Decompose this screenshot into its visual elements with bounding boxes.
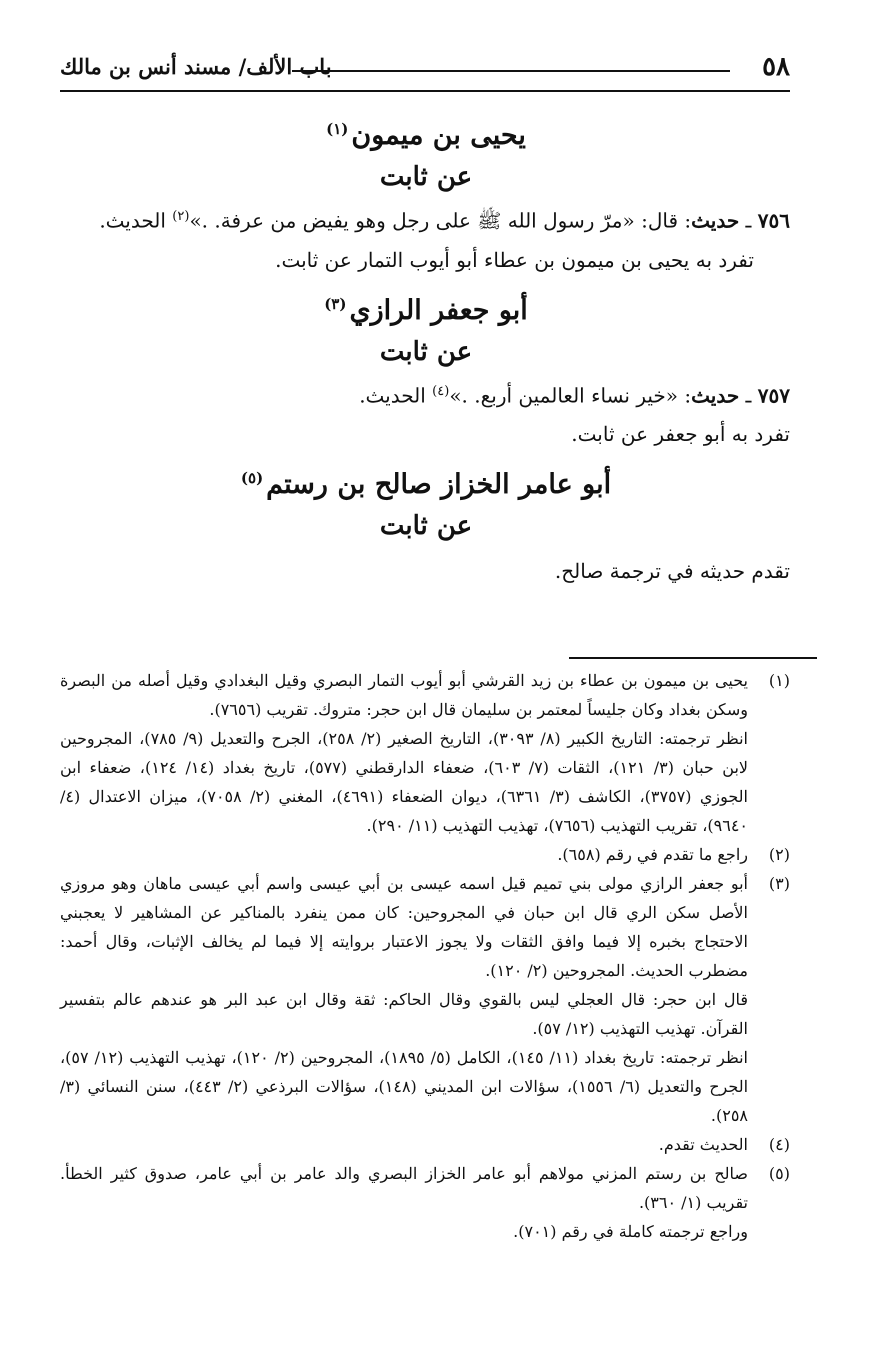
footnote-paragraph: أبو جعفر الرازي مولى بني تميم قيل اسمه عيسى بن أبي عيسى واسم أبي عيسى ماهان وهو مروزي الأصل سكن الري قال ابن حبان في المجروحين: كان ممن ينفرد بالمناكير عن المشاهير لا يعجبني الاحتجاج بخبره إلا فيما وافق الثقات ولا يجوز الاعتبار بروايته إلا فيما لم يخالف الإثبات، وقال أحمد: مضطرب الحديث. المجروحين (٢/ ١٢٠).: [60, 874, 749, 980]
footnote: [60, 666, 790, 840]
footnote: [60, 1159, 790, 1246]
footnote-mark: (٥): [768, 1164, 790, 1183]
header-dash-line: [292, 70, 730, 72]
narrator-from: عن ثابت: [379, 511, 473, 542]
footnote-ref: (٤): [432, 383, 450, 399]
hadith-number: ٧٥٧: [757, 383, 790, 408]
footnote-paragraph: وراجع ترجمته كاملة في رقم (٧٠١).: [513, 1222, 748, 1241]
footnote-mark: (٤): [768, 1135, 790, 1154]
footnote-ref: (٥): [240, 469, 264, 488]
hadith-tail: الحديث.: [359, 383, 433, 408]
narrator-heading: [62, 283, 790, 332]
hadith-number: ٧٥٦: [757, 208, 790, 233]
footnote-body: [60, 869, 748, 1130]
hadith-keyword: حديث: [691, 208, 740, 233]
footnote-paragraph: الحديث تقدم.: [658, 1135, 748, 1154]
running-title: باب الألف/ مسند أنس بن مالك: [60, 54, 332, 79]
running-header: [60, 52, 790, 86]
footnote-mark: (٣): [768, 874, 790, 893]
narrator-name: أبو عامر الخزاز صالح بن رستم: [266, 469, 612, 501]
main-text: [62, 108, 790, 590]
hadith-text: : قال: «مرّ رسول الله ﷺ على رجل وهو يفيض من عرفة. .»: [189, 208, 692, 233]
footnote-mark: (١): [768, 671, 790, 690]
footnote-body: [60, 666, 748, 840]
footnote: [60, 869, 790, 1130]
footnote-body: [60, 840, 748, 869]
hadith-text: : «خير نساء العالمين أربع. .»: [449, 383, 692, 408]
footnote-ref: (٣): [324, 294, 347, 313]
footnote-paragraph: انظر ترجمته: التاريخ الكبير (٨/ ٣٠٩٣)، التاريخ الصغير (٢/ ٢٥٨)، الجرح والتعديل (٩/ ٧٨٥)، المجروحين لابن حبان (٣/ ١٢١)، الثقات (٧/ ٦٠٣)، ضعفاء الدارقطني (٥٧٧)، تاريخ بغداد (١٤/ ١٢٤)، ضعفاء ابن الجوزي (٣٧٥٧)، الكاشف (٣/ ٦٣٦١)، ديوان الضعفاء (٤٦٩١)، المغني (٢/ ٧٠٥٨)، ميزان الاعتدال (٤/ ٩٦٤٠)، تقريب التهذيب (٧٦٥٦)، تهذيب التهذيب (١١/ ٢٩٠).: [60, 729, 749, 835]
footnote-paragraph: انظر ترجمته: تاريخ بغداد (١١/ ١٤٥)، الكامل (٥/ ١٨٩٥)، المجروحين (٢/ ١٢٠)، تهذيب التهذيب (١٢/ ٥٧)، الجرح والتعديل (٦/ ١٥٥٦)، سؤالات ابن المديني (١٤٨)، سؤالات البرذعي (٢/ ٤٤٣)، سنن النسائي (٣/ ٢٥٨).: [60, 1048, 749, 1125]
narrator-from: عن ثابت: [379, 162, 473, 192]
hadith-note: تفرد به أبو جعفر عن ثابت.: [571, 422, 790, 447]
footnote-ref: (١): [326, 120, 349, 138]
hadith-note: تقدم حديثه في ترجمة صالح.: [554, 559, 790, 584]
footnote-paragraph: راجع ما تقدم في رقم (٦٥٨).: [557, 845, 748, 864]
hadith-entry: ٧٥٦ ـ حديث: قال: «مرّ رسول الله ﷺ على رجل وهو يفيض من عرفة. .»$^{(٢)}$ الحديث.: [99, 208, 790, 233]
footnote-paragraph: قال ابن حجر: قال العجلي ليس بالقوي وقال الحاكم: ثقة وقال ابن عبد البر هو عندهم عالم بتفسير القرآن. تهذيب التهذيب (١٢/ ٥٧).: [60, 990, 749, 1038]
footnote-body: [60, 1130, 748, 1159]
hadith-entry: ٧٥٧ ـ حديث: «خير نساء العالمين أربع. .»$^{(٤)}$ الحديث.: [359, 383, 790, 408]
hadith-tail: الحديث.: [99, 208, 173, 233]
footnote-mark: (٢): [768, 845, 790, 864]
hadith-note: تفرد به يحيى بن ميمون بن عطاء أبو أيوب التمار عن ثابت.: [275, 247, 754, 272]
footnote-ref: (٢): [172, 209, 190, 224]
footnote-body: [60, 1159, 748, 1246]
footnote: [60, 1130, 790, 1159]
narrator-name: أبو جعفر الرازي: [349, 294, 528, 326]
header-rule: [60, 90, 790, 92]
footnote-paragraph: صالح بن رستم المزني مولاهم أبو عامر الخزاز البصري والد عامر بن أبي عامر، صدوق كثير الخطأ. تقريب (١/ ٣٦٠).: [60, 1164, 748, 1212]
footnote-paragraph: يحيى بن ميمون بن عطاء بن زيد القرشي أبو أيوب التمار البصري وقيل البغدادي وقيل أصله من البصرة وسكن بغداد وكان جليساً لمعتمر بن سليمان قال ابن حجر: متروك. تقريب (٧٦٥٦).: [60, 671, 748, 719]
narrator-heading: [62, 457, 790, 506]
narrator-heading: [62, 108, 790, 157]
narrator-name: يحيى بن ميمون: [351, 120, 526, 151]
page-number: ٥٨: [762, 52, 790, 82]
footnote: [60, 840, 790, 869]
narrator-from: عن ثابت: [379, 336, 473, 367]
hadith-keyword: حديث: [691, 383, 740, 408]
footnote-separator: [569, 657, 817, 659]
footnotes: [60, 666, 790, 1246]
